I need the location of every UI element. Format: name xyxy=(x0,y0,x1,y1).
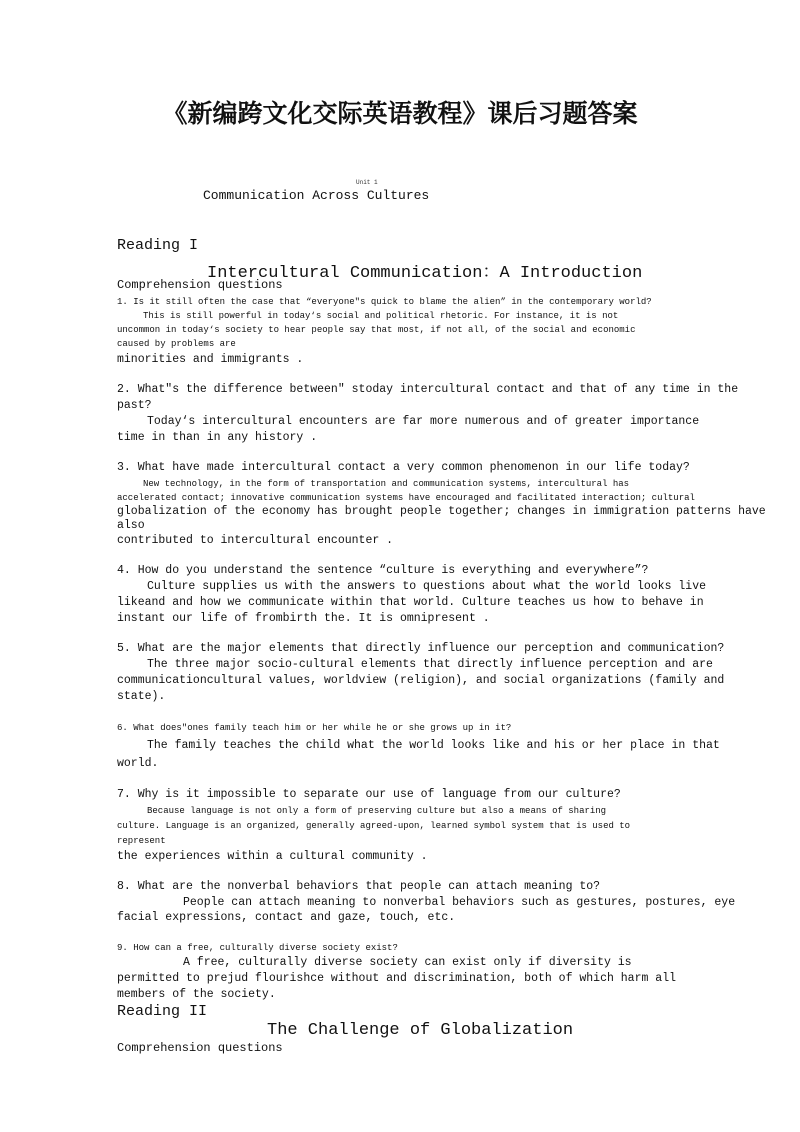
answer-1-line-3: caused by problems are xyxy=(117,339,236,349)
question-5: 5. What are the major elements that directly influence our perception and communication? xyxy=(117,642,725,655)
answer-5-line-2: communicationcultural values, worldview (religion), and social organizations (family and xyxy=(117,674,725,687)
answer-1-line-4: minorities and immigrants . xyxy=(117,353,304,366)
answer-8-line-2: facial expressions, contact and gaze, touch, etc. xyxy=(117,911,456,924)
question-3: 3. What have made intercultural contact a very common phenomenon in our life today? xyxy=(117,461,690,474)
question-2-line-2: past? xyxy=(117,399,152,412)
reading-2-title: The Challenge of Globalization xyxy=(267,1021,574,1040)
reading-2-comprehension-label: Comprehension questions xyxy=(117,1041,283,1055)
answer-9-line-2: permitted to prejud flourishce without and discrimination, both of which harm all xyxy=(117,972,676,985)
reading-1-title: Intercultural Communication：A Introduction xyxy=(207,264,643,283)
reading-1-label: Reading I xyxy=(117,237,199,254)
reading-2-label: Reading II xyxy=(117,1003,208,1020)
question-1: 1. Is it still often the case that “everyone"s quick to blame the alien” in the contemporary world? xyxy=(117,297,652,307)
reading-1-comprehension-label: Comprehension questions xyxy=(117,278,283,292)
answer-6-line-1: The family teaches the child what the world looks like and his or her place in that xyxy=(147,739,720,752)
question-4: 4. How do you understand the sentence “culture is everything and everywhere”? xyxy=(117,564,649,577)
answer-4-line-3: instant our life of frombirth the. It is omnipresent . xyxy=(117,612,490,625)
answer-4-line-1: Culture supplies us with the answers to questions about what the world looks live xyxy=(147,580,706,593)
answer-7-line-3: represent xyxy=(117,836,166,846)
answer-7-line-4: the experiences within a cultural community . xyxy=(117,850,428,863)
answer-3-line-4: also xyxy=(117,519,145,532)
question-8: 8. What are the nonverbal behaviors that people can attach meaning to? xyxy=(117,880,601,893)
question-7: 7. Why is it impossible to separate our use of language from our culture? xyxy=(117,788,621,801)
question-6: 6. What does"ones family teach him or her while he or she grows up in it? xyxy=(117,723,512,733)
answer-4-line-2: likeand and how we communicate within that world. Culture teaches us how to behave in xyxy=(117,596,704,609)
answer-7-line-2: culture. Language is an organized, generally agreed-upon, learned symbol system that is used to xyxy=(117,821,631,831)
answer-9-line-3: members of the society. xyxy=(117,988,276,1001)
answer-3-line-3: globalization of the economy has brought people together; changes in immigration patterns have xyxy=(117,505,766,518)
answer-2-line-2: time in than in any history . xyxy=(117,431,318,444)
answer-3-line-1: New technology, in the form of transportation and communication systems, intercultural has xyxy=(143,479,630,489)
answer-7-line-1: Because language is not only a form of preserving culture but also a means of sharing xyxy=(147,806,607,816)
answer-9-line-1: A free, culturally diverse society can exist only if diversity is xyxy=(183,956,632,969)
answer-3-line-5: contributed to intercultural encounter . xyxy=(117,534,394,547)
answer-8-line-1: People can attach meaning to nonverbal behaviors such as gestures, postures, eye xyxy=(183,896,736,909)
answer-6-line-2: world. xyxy=(117,757,159,770)
question-2-line-1: 2. What"s the difference between" stoday intercultural contact and that of any time in the xyxy=(117,383,739,396)
answer-3-line-2: accelerated contact; innovative communication systems have encouraged and facilitated interaction; cultural xyxy=(117,493,695,503)
question-9: 9. How can a free, culturally diverse society exist? xyxy=(117,943,398,953)
document-title: 《新编跨文化交际英语教程》课后习题答案 xyxy=(162,99,638,128)
unit-label: Unit 1 xyxy=(356,179,378,186)
answer-5-line-3: state). xyxy=(117,690,166,703)
answer-1-line-2: uncommon in today‘s society to hear people say that most, if not all, of the social and economic xyxy=(117,325,636,335)
answer-5-line-1: The three major socio-cultural elements that directly influence perception and are xyxy=(147,658,713,671)
answer-2-line-1: Today‘s intercultural encounters are far more numerous and of greater importance xyxy=(147,415,700,428)
unit-title: Communication Across Cultures xyxy=(203,188,430,203)
answer-1-line-1: This is still powerful in today‘s social and political rhetoric. For instance, it is not xyxy=(143,311,619,321)
